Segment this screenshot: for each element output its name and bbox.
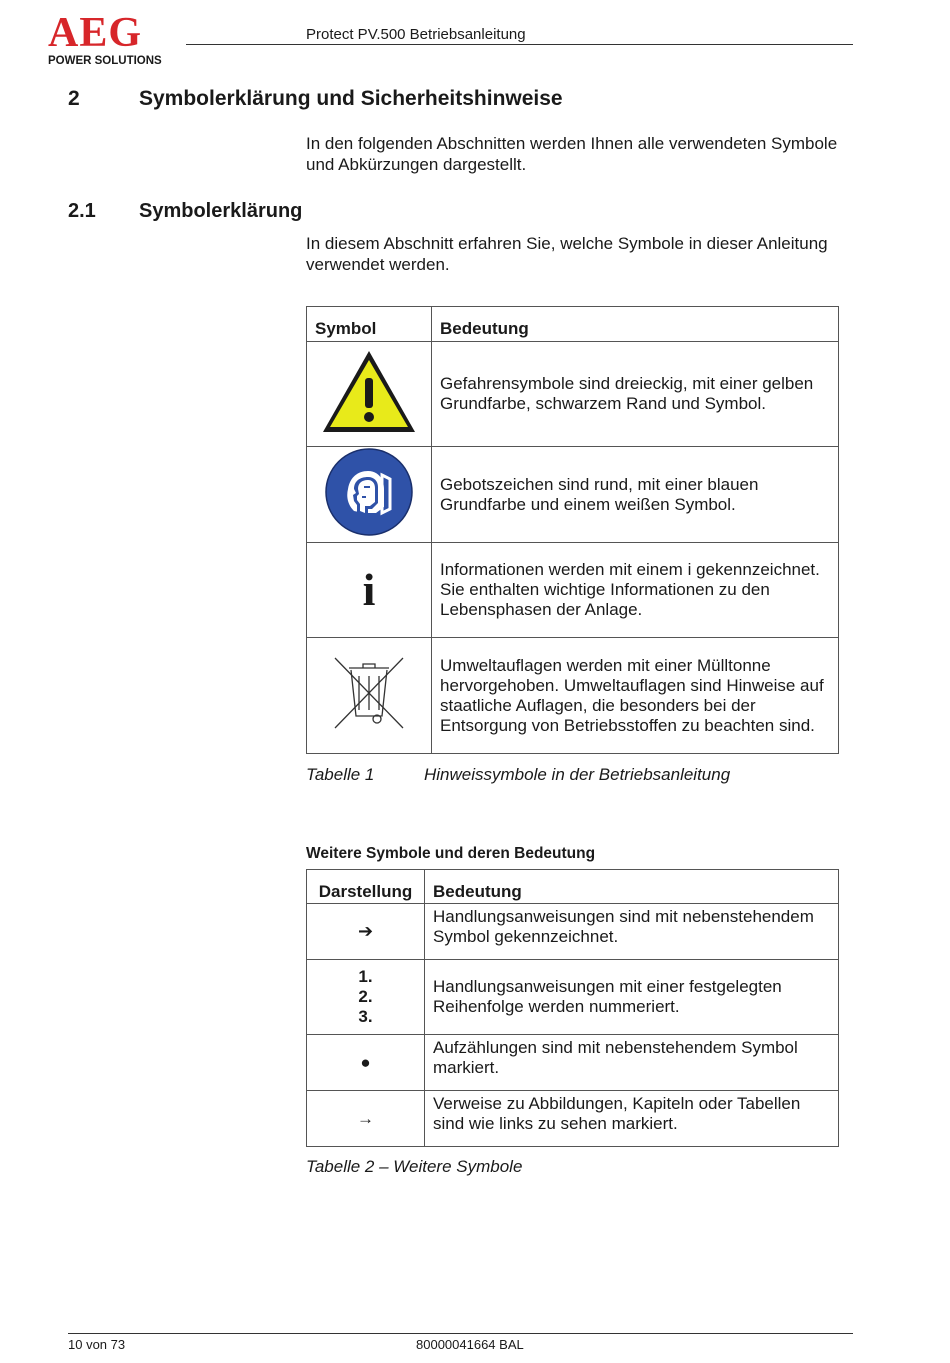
thin-arrow-right-icon: →	[357, 1108, 374, 1128]
info-icon: i	[362, 564, 376, 615]
document-number: 80000041664 BAL	[416, 1337, 524, 1352]
symbol-cell	[307, 1035, 425, 1091]
logo-wordmark: AEG	[48, 10, 143, 56]
meaning-cell: Verweise zu Abbildungen, Kapiteln oder Tabellen sind wie links zu sehen markiert.	[425, 1091, 839, 1147]
meaning-cell: Gefahrensymbole sind dreieckig, mit einer gelben Grundfarbe, schwarzem Rand und Symbol.	[432, 342, 839, 447]
crossed-out-bin-icon	[329, 656, 409, 730]
meaning-cell: Informationen werden mit einem i gekennzeichnet. Sie enthalten wichtige Informationen zu den Lebensphasen der Anlage.	[432, 543, 839, 638]
subsection-number: 2.1	[68, 200, 96, 222]
symbol-cell	[307, 1091, 425, 1147]
aeg-logo	[48, 10, 178, 68]
logo-subtitle: POWER SOLUTIONS	[48, 55, 162, 67]
column-header-display: Darstellung	[307, 870, 425, 904]
table-header-row	[307, 307, 839, 342]
number-1: 1.	[358, 967, 373, 986]
table-caption-label: Tabelle 1	[306, 765, 375, 784]
table-row	[307, 960, 839, 1035]
symbol-table	[306, 306, 839, 754]
table2-heading: Weitere Symbole und deren Bedeutung	[306, 845, 596, 862]
meaning-cell: Gebotszeichen sind rund, mit einer blauen Grundfarbe und einem weißen Symbol.	[432, 447, 839, 543]
warning-triangle-icon	[320, 348, 418, 436]
bold-arrow-right-icon: ➔	[357, 921, 374, 941]
section-title: Symbolerklärung und Sicherheitshinweise	[139, 87, 563, 110]
section-number: 2	[68, 87, 80, 110]
document-title: Protect PV.500 Betriebsanleitung	[306, 26, 526, 43]
table-row	[307, 904, 839, 960]
symbol-cell	[307, 638, 432, 754]
symbol-cell	[307, 960, 425, 1035]
meaning-cell: Aufzählungen sind mit nebenstehendem Symbol markiert.	[425, 1035, 839, 1091]
table-row	[307, 342, 839, 447]
symbol-cell	[307, 447, 432, 543]
table-row	[307, 543, 839, 638]
page-number: 10 von 73	[68, 1337, 126, 1352]
meaning-cell: Handlungsanweisungen sind mit nebenstehendem Symbol gekennzeichnet.	[425, 904, 839, 960]
number-2: 2.	[358, 987, 373, 1006]
meaning-cell: Umweltauflagen werden mit einer Mülltonne hervorgehoben. Umweltauflagen sind Hinweise auf staatliche Auflagen, die besonders bei der Entsorgung von Betriebsstoffen zu beachten sind.	[432, 638, 839, 754]
numbered-list-icon	[307, 967, 424, 1027]
number-3: 3.	[358, 1007, 373, 1026]
bullet-icon: ●	[360, 1052, 371, 1072]
section-intro: In den folgenden Abschnitten werden Ihnen alle verwendeten Symbole und Abkürzungen dargestellt.	[306, 134, 838, 174]
table-row	[307, 638, 839, 754]
table2-caption: Tabelle 2 – Weitere Symbole	[306, 1157, 523, 1176]
face-shield-mandatory-icon	[324, 447, 414, 537]
symbol-cell	[307, 342, 432, 447]
header-divider	[186, 44, 853, 45]
meaning-cell: Handlungsanweisungen mit einer festgelegten Reihenfolge werden nummeriert.	[425, 960, 839, 1035]
column-header-symbol: Symbol	[307, 307, 432, 342]
subsection-intro: In diesem Abschnitt erfahren Sie, welche Symbole in dieser Anleitung verwendet werden.	[306, 234, 828, 274]
footer-divider	[68, 1333, 853, 1334]
column-header-meaning: Bedeutung	[432, 307, 839, 342]
subsection-title: Symbolerklärung	[139, 200, 303, 222]
symbol-cell	[307, 543, 432, 638]
table-row	[307, 1091, 839, 1147]
symbol-cell	[307, 904, 425, 960]
table-row	[307, 1035, 839, 1091]
further-symbols-table	[306, 869, 839, 1147]
table-caption-text: Hinweissymbole in der Betriebsanleitung	[424, 765, 731, 784]
column-header-meaning: Bedeutung	[425, 870, 839, 904]
table-row	[307, 447, 839, 543]
table-header-row	[307, 870, 839, 904]
